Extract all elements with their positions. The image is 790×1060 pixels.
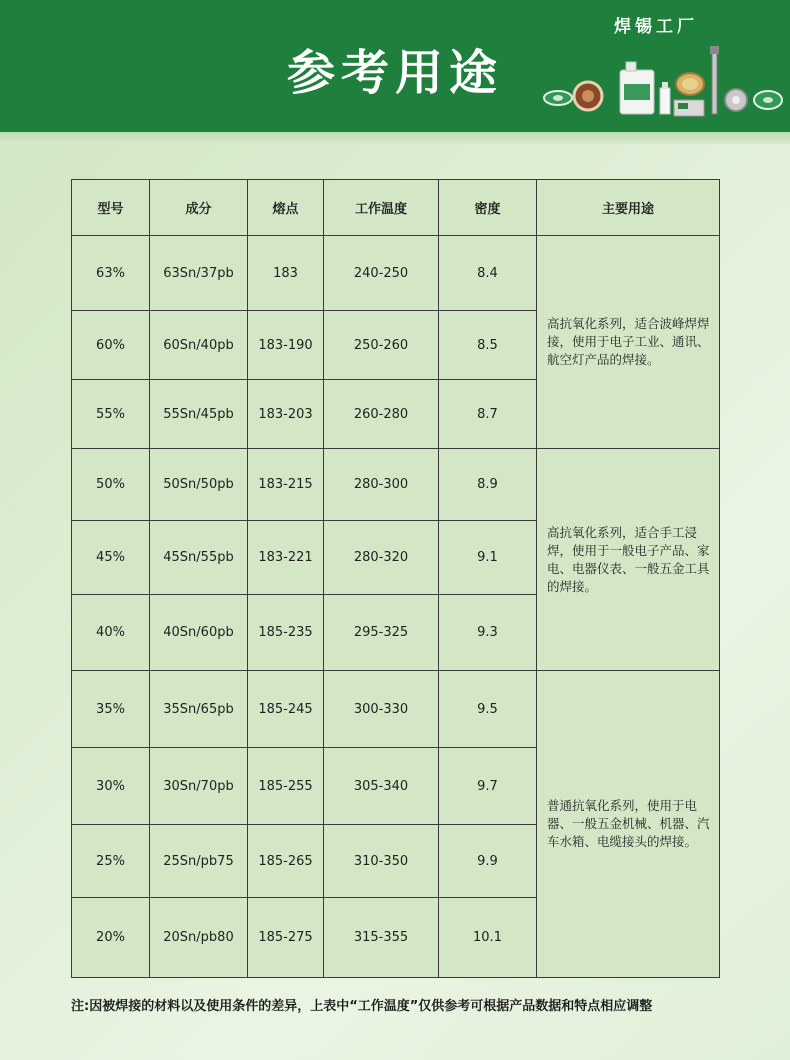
cell-melting: 183-190 [248, 311, 324, 380]
cell-melting: 185-245 [248, 671, 324, 748]
solder-paste-tin-icon [674, 73, 704, 116]
cell-density: 9.9 [439, 825, 537, 898]
cell-melting: 185-265 [248, 825, 324, 898]
cell-temp: 315-355 [324, 898, 439, 978]
cell-melting: 183-215 [248, 449, 324, 521]
cell-composition: 45Sn/55pb [150, 521, 248, 595]
cell-temp: 240-250 [324, 236, 439, 311]
cell-model: 40% [72, 595, 150, 671]
cell-composition: 30Sn/70pb [150, 748, 248, 825]
solder-spool-icon [725, 89, 782, 111]
cell-melting: 183 [248, 236, 324, 311]
cell-composition: 40Sn/60pb [150, 595, 248, 671]
cell-density: 10.1 [439, 898, 537, 978]
cell-model: 45% [72, 521, 150, 595]
cell-temp: 280-320 [324, 521, 439, 595]
cell-temp: 300-330 [324, 671, 439, 748]
cell-density: 9.7 [439, 748, 537, 825]
cell-composition: 25Sn/pb75 [150, 825, 248, 898]
cell-melting: 183-203 [248, 380, 324, 449]
cell-density: 9.3 [439, 595, 537, 671]
cell-melting: 185-275 [248, 898, 324, 978]
cell-temp: 280-300 [324, 449, 439, 521]
cell-model: 20% [72, 898, 150, 978]
solder-spec-table [71, 179, 720, 978]
cell-density: 8.4 [439, 236, 537, 311]
cell-model: 50% [72, 449, 150, 521]
cell-density: 8.7 [439, 380, 537, 449]
cell-main-use: 普通抗氧化系列，使用于电器、一般五金机械、机器、汽车水箱、电缆接头的焊接。 [537, 671, 720, 978]
cell-density: 8.5 [439, 311, 537, 380]
cell-main-use: 高抗氧化系列，适合波峰焊焊接，使用于电子工业、通讯、航空灯产品的焊接。 [537, 236, 720, 449]
cell-density: 8.9 [439, 449, 537, 521]
cell-melting: 183-221 [248, 521, 324, 595]
product-illustration [540, 40, 786, 126]
table-row [72, 671, 720, 748]
header-banner [0, 0, 790, 132]
cell-temp: 310-350 [324, 825, 439, 898]
table-header-row [72, 180, 720, 236]
cell-model: 60% [72, 311, 150, 380]
cell-density: 9.5 [439, 671, 537, 748]
cell-model: 55% [72, 380, 150, 449]
cell-composition: 63Sn/37pb [150, 236, 248, 311]
cell-composition: 35Sn/65pb [150, 671, 248, 748]
cell-temp: 305-340 [324, 748, 439, 825]
brand-label: 焊锡工厂 [614, 17, 698, 37]
header-density: 密度 [439, 180, 537, 236]
page-title: 参考用途 [286, 45, 503, 101]
cell-model: 25% [72, 825, 150, 898]
cell-temp: 260-280 [324, 380, 439, 449]
footnote: 注:因被焊接的材料以及使用条件的差异，上表中“工作温度”仅供参考可根据产品数据和特点相应调整 [71, 999, 653, 1014]
cell-composition: 60Sn/40pb [150, 311, 248, 380]
header-main-use: 主要用途 [537, 180, 720, 236]
cell-main-use: 高抗氧化系列，适合手工浸焊，使用于一般电子产品、家电、电器仪表、一般五金工具的焊接。 [537, 449, 720, 671]
solder-wire-spool-icon [544, 82, 602, 110]
cell-composition: 50Sn/50pb [150, 449, 248, 521]
cell-melting: 185-255 [248, 748, 324, 825]
cell-density: 9.1 [439, 521, 537, 595]
cell-model: 63% [72, 236, 150, 311]
soldering-iron-icon [710, 46, 719, 114]
table-row [72, 236, 720, 311]
cell-melting: 185-235 [248, 595, 324, 671]
header-melting-point: 熔点 [248, 180, 324, 236]
cell-composition: 20Sn/pb80 [150, 898, 248, 978]
cell-temp: 250-260 [324, 311, 439, 380]
cell-model: 30% [72, 748, 150, 825]
header-model: 型号 [72, 180, 150, 236]
flux-bottle-icon [620, 62, 670, 114]
cell-temp: 295-325 [324, 595, 439, 671]
header-composition: 成分 [150, 180, 248, 236]
header-divider [0, 132, 790, 144]
header-working-temp: 工作温度 [324, 180, 439, 236]
table-row [72, 449, 720, 521]
cell-composition: 55Sn/45pb [150, 380, 248, 449]
cell-model: 35% [72, 671, 150, 748]
